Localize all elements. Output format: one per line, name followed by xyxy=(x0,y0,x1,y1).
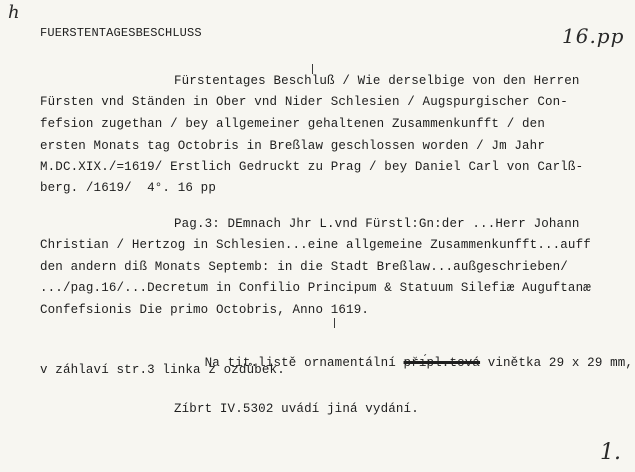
corner-mark-bottom-right: 1. xyxy=(600,440,621,465)
paragraph2-line: Christian / Hertzog in Schlesien...eine allgemeine Zusammenkunfft...auff xyxy=(40,238,591,252)
paragraph1-line: berg. /1619/ 4°. 16 pp xyxy=(40,181,216,195)
paragraph1-line: M.DC.XIX./=1619/ Erstlich Gedruckt zu Prag / bey Daniel Carl von Carlß- xyxy=(40,160,584,174)
paragraph2-line: .../pag.16/...Decretum in Confilio Principum & Statuum Silefiæ Auguftanæ xyxy=(40,281,591,295)
paragraph1-line: Fürstentages Beschluß / Wie derselbige von den Herren xyxy=(174,74,580,88)
paragraph1-line: ersten Monats tag Octobris in Breßlaw geschlossen worden / Jm Jahr xyxy=(40,139,545,153)
paragraph2-line: den andern diß Monats Septemb: in die Stadt Breßlaw...außgeschrieben/ xyxy=(40,260,568,274)
paragraph2-line: Pag.3: DEmnach Jhr L.vnd Fürstl:Gn:der ...Herr Johann xyxy=(174,217,580,231)
paragraph3-text-post: vinětka 29 x 29 mm, xyxy=(480,356,634,370)
scan-mark xyxy=(334,318,335,328)
paragraph1-line: Fürsten vnd Ständen in Ober vnd Nider Schlesien / Augspurgischer Con- xyxy=(40,95,568,109)
card-title: FUERSTENTAGESBESCHLUSS xyxy=(40,26,202,40)
shelf-number: 16.pp xyxy=(562,24,625,48)
paragraph3-text-pre: Na tit.listě ornamentální xyxy=(204,356,404,370)
paragraph4-line: Zíbrt IV.5302 uvádí jiná vydání. xyxy=(174,402,419,416)
paragraph2-line: Confefsionis Die primo Octobris, Anno 1619. xyxy=(40,303,370,317)
paragraph3-line: v záhlaví str.3 linka z ozdůbek. xyxy=(40,363,285,377)
paragraph1-line: fefsion zugethan / bey allgemeiner gehaltenen Zusammenkunfft / den xyxy=(40,117,545,131)
struck-word: pr̆ı́pl.tová xyxy=(403,356,481,370)
scan-mark xyxy=(312,64,313,74)
corner-mark-top-left: h xyxy=(8,2,20,23)
